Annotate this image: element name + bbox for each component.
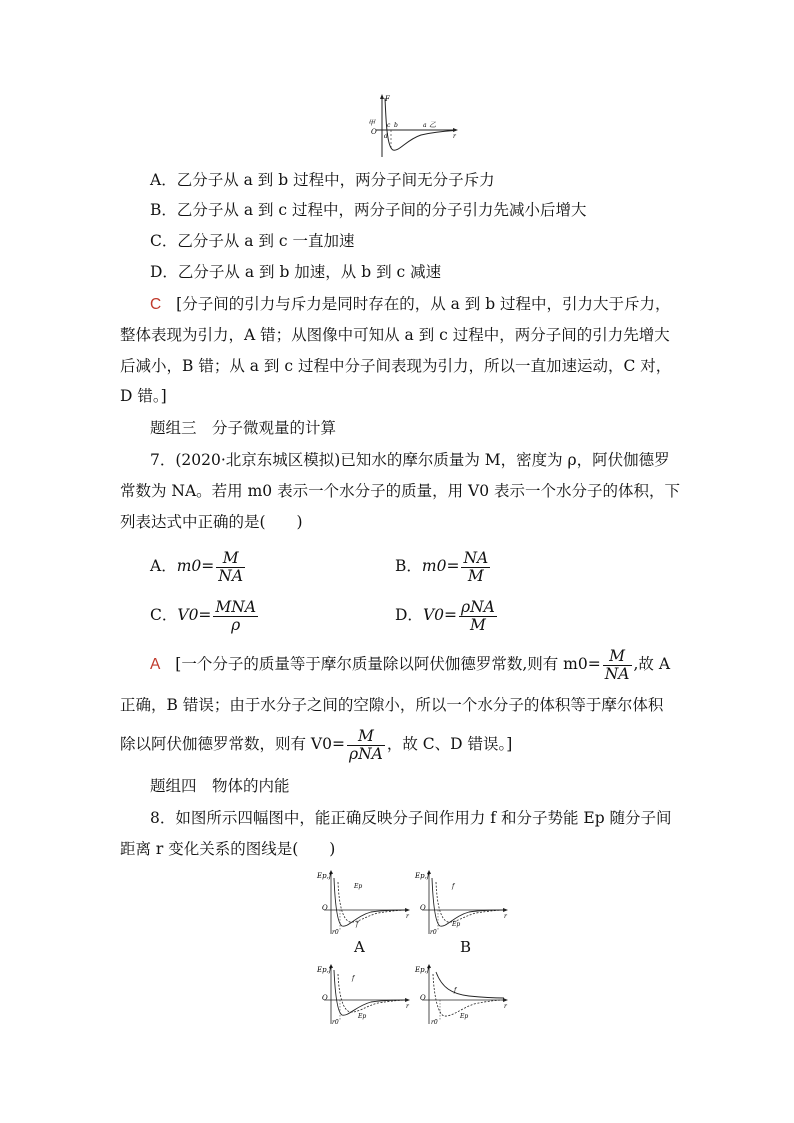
graph-c-y-label: Ep,f bbox=[317, 966, 332, 974]
q7-c-var: V0= bbox=[177, 606, 212, 624]
graph-b-f: f bbox=[452, 883, 455, 890]
graph-b-r: r bbox=[504, 913, 507, 920]
q7-d-label: D． bbox=[395, 606, 423, 624]
q7-exp-frac2-den: ρNA bbox=[348, 744, 383, 763]
q7-explanation-2: 正确，B 错误；由于水分子之间的空隙小，所以一个水分子的体积等于摩尔体积 bbox=[120, 696, 664, 714]
graph-a-ep: Ep bbox=[354, 883, 363, 890]
q7-exp-text-1b: ,故 A bbox=[633, 655, 671, 673]
graph-c-r: r bbox=[406, 1003, 409, 1010]
q7-d-fraction bbox=[459, 599, 497, 634]
q7-b-label: B． bbox=[395, 557, 422, 575]
q7-a-num: M bbox=[216, 550, 245, 568]
fig-b-label: b bbox=[394, 122, 398, 129]
q7-exp-frac1-num: M bbox=[603, 648, 632, 666]
q7-exp-fraction-1 bbox=[603, 648, 632, 683]
q7-exp-text-3b: ，故 C、D 错误。] bbox=[386, 735, 513, 753]
q8-stem-1: 8．如图所示四幅图中，能正确反映分子间作用力 f 和分子势能 Ep 随分子间 bbox=[150, 809, 672, 827]
q7-c-num: MNA bbox=[215, 597, 257, 616]
fig-r-label: r bbox=[453, 133, 456, 140]
q7-option-b bbox=[395, 546, 492, 586]
q7-option-a bbox=[150, 546, 247, 586]
fig-yi-label: 乙 bbox=[429, 121, 436, 129]
graph-c-origin: O bbox=[322, 994, 328, 1002]
graph-c-f: f bbox=[352, 975, 355, 982]
graph-a-f: f bbox=[356, 921, 359, 928]
q7-d-num: ρNA bbox=[460, 597, 495, 616]
q7-answer: A bbox=[150, 656, 161, 673]
q7-stem-2: 常数为 NA。若用 m0 表示一个水分子的质量，用 V0 表示一个水分子的体积，下 bbox=[120, 482, 681, 500]
graph-c-r0: r0 bbox=[332, 1019, 339, 1026]
graph-a-origin: O bbox=[322, 904, 328, 912]
q7-d-den: M bbox=[469, 615, 486, 634]
fig-d-label: d bbox=[384, 133, 388, 140]
q7-c-fraction bbox=[213, 599, 258, 634]
q7-b-den: M bbox=[467, 566, 484, 585]
graph-a-y-label: Ep,f bbox=[317, 872, 332, 880]
q8-label-b: B bbox=[460, 938, 472, 956]
q6-explanation-1 bbox=[150, 294, 671, 315]
graph-b-r0: r0 bbox=[430, 929, 437, 936]
q7-a-fraction bbox=[216, 550, 245, 585]
q7-exp-fraction-2 bbox=[347, 728, 385, 763]
graph-d-origin: O bbox=[420, 994, 426, 1002]
q6-option-a: A．乙分子从 a 到 b 过程中，两分子间无分子斥力 bbox=[150, 171, 495, 189]
q7-b-num: NA bbox=[463, 548, 489, 567]
graph-b-origin: O bbox=[420, 904, 426, 912]
q7-a-label: A． bbox=[150, 557, 177, 575]
q6-option-d: D．乙分子从 a 到 b 加速，从 b 到 c 减速 bbox=[150, 263, 442, 281]
fig-a-label: a bbox=[423, 122, 427, 129]
graph-d-r: r bbox=[504, 1003, 507, 1010]
q7-a-den: NA bbox=[218, 566, 244, 585]
q6-option-c: C．乙分子从 a 到 c 一直加速 bbox=[150, 232, 355, 250]
q6-exp-text-1: [分子间的引力与斥力是同时存在的，从 a 到 b 过程中，引力大于斥力， bbox=[176, 295, 671, 313]
q8-graph-a bbox=[316, 868, 411, 936]
graph-d-f: f bbox=[454, 987, 457, 994]
q8-graph-d bbox=[414, 962, 509, 1026]
q7-c-label: C． bbox=[150, 606, 178, 624]
fig-jia-label: 甲 bbox=[368, 119, 375, 127]
q8-stem-2: 距离 r 变化关系的图线是( ) bbox=[120, 840, 336, 858]
q7-b-fraction bbox=[461, 550, 490, 585]
fig-c-label: c bbox=[387, 122, 391, 129]
q7-c-den: ρ bbox=[231, 615, 241, 634]
q7-exp-frac1-den: NA bbox=[604, 664, 630, 683]
graph-d-y-label: Ep,f bbox=[415, 966, 430, 974]
q6-option-b: B．乙分子从 a 到 c 过程中，两分子间的分子引力先减小后增大 bbox=[150, 201, 587, 219]
q6-explanation-4: D 错。] bbox=[120, 387, 167, 405]
q7-stem-1: 7．(2020·北京东城区模拟)已知水的摩尔质量为 M，密度为 ρ，阿伏伽德罗 bbox=[150, 451, 670, 469]
graph-d-r0: r0 bbox=[431, 1019, 438, 1026]
q6-explanation-3: 后减小，B 错；从 a 到 c 过程中分子间表现为引力，所以一直加速运动，C 对， bbox=[120, 357, 672, 375]
q7-exp-text-1a: [一个分子的质量等于摩尔质量除以阿伏伽德罗常数,则有 m0= bbox=[175, 655, 601, 673]
q7-option-d bbox=[395, 595, 499, 635]
q7-a-var: m0= bbox=[176, 557, 215, 575]
q8-label-a: A bbox=[354, 938, 365, 956]
graph-b-y-label: Ep,f bbox=[415, 872, 430, 880]
force-distance-figure bbox=[366, 92, 460, 162]
fig-origin-label: O bbox=[371, 128, 377, 136]
graph-b-ep: Ep bbox=[452, 921, 461, 928]
q7-exp-text-3a: 除以阿伏伽德罗常数，则有 V0= bbox=[120, 735, 345, 753]
group4-heading: 题组四 物体的内能 bbox=[150, 777, 290, 795]
q7-stem-3: 列表达式中正确的是( ) bbox=[120, 513, 303, 531]
q7-option-c bbox=[150, 595, 260, 635]
fig-F-label: F bbox=[385, 95, 390, 103]
graph-c-ep: Ep bbox=[358, 1013, 367, 1020]
q8-graph-c bbox=[316, 962, 411, 1026]
q7-explanation-1 bbox=[150, 644, 670, 684]
graph-d-ep: Ep bbox=[460, 1013, 469, 1020]
q6-explanation-2: 整体表现为引力，A 错；从图像中可知从 a 到 c 过程中，两分子间的引力先增大 bbox=[120, 326, 670, 344]
q7-b-var: m0= bbox=[421, 557, 460, 575]
q7-explanation-3 bbox=[120, 724, 512, 764]
q6-answer: C bbox=[150, 296, 162, 313]
group3-heading: 题组三 分子微观量的计算 bbox=[150, 419, 337, 437]
q7-exp-frac2-num: M bbox=[347, 728, 385, 746]
q8-graph-b bbox=[414, 868, 509, 936]
graph-a-r: r bbox=[406, 913, 409, 920]
q7-d-var: V0= bbox=[422, 606, 457, 624]
graph-a-r0: r0 bbox=[332, 929, 339, 936]
